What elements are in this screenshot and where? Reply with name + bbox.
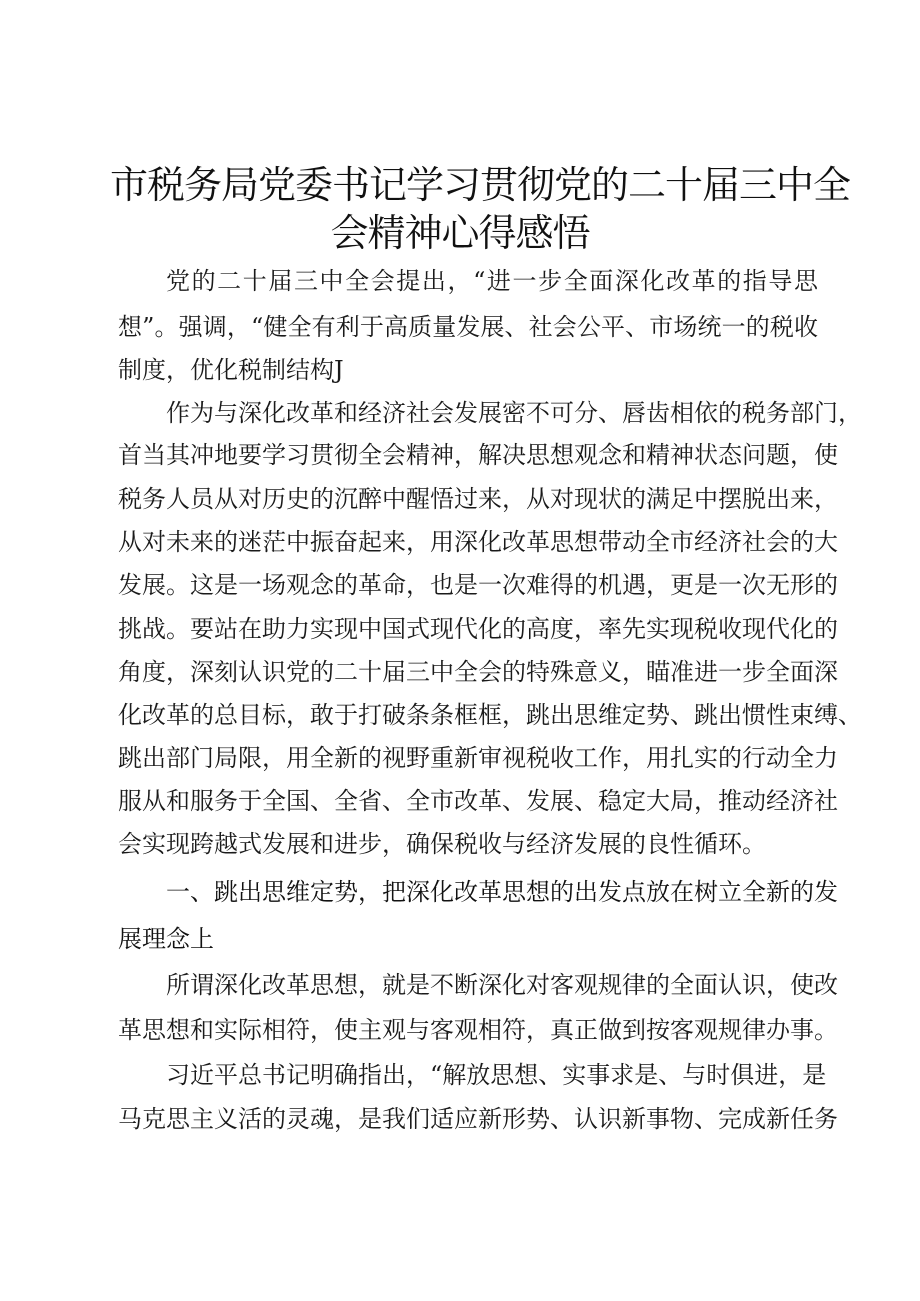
paragraph-1-line-2: 想”。强调，“健全有利于高质量发展、社会公平、市场统一的税收	[118, 313, 818, 341]
paragraph-2-line-5: 发展。这是一场观念的革命，也是一次难得的机遇，更是一次无形的	[118, 571, 838, 599]
paragraph-2-line-1: 作为与深化改革和经济社会发展密不可分、唇齿相依的税务部门，	[166, 399, 862, 427]
section-heading-1-line-1: 一、跳出思维定势，把深化改革思想的出发点放在树立全新的发	[166, 878, 838, 906]
paragraph-2-line-2: 首当其冲地要学习贯彻全会精神，解决思想观念和精神状态问题，使	[118, 441, 838, 469]
paragraph-2-line-3: 税务人员从对历史的沉醉中醒悟过来，从对现状的满足中摆脱出来，	[118, 485, 838, 513]
paragraph-2-line-7: 角度，深刻认识党的二十届三中全会的特殊意义，瞄准进一步全面深	[118, 658, 838, 686]
paragraph-3-line-1: 所谓深化改革思想，就是不断深化对客观规律的全面认识，使改	[166, 971, 838, 999]
paragraph-1-line-1: 党的二十届三中全会提出，“进一步全面深化改革的指导思	[166, 267, 818, 295]
paragraph-2-line-6: 挑战。要站在助力实现中国式现代化的高度，率先实现税收现代化的	[118, 615, 838, 643]
paragraph-4-line-2: 马克思主义活的灵魂，是我们适应新形势、认识新事物、完成新任务	[118, 1105, 838, 1133]
paragraph-2-line-9: 跳出部门局限，用全新的视野重新审视税收工作，用扎实的行动全力	[118, 744, 838, 772]
paragraph-4-line-1: 习近平总书记明确指出，“解放思想、实事求是、与时俱进，是	[166, 1061, 827, 1089]
paragraph-2-line-10: 服从和服务于全国、全省、全市改革、发展、稳定大局，推动经济社	[118, 787, 838, 815]
paragraph-2-line-11: 会实现跨越式发展和进步，确保税收与经济发展的良性循环。	[118, 830, 766, 858]
paragraph-1-line-3: 制度，优化税制结构J	[118, 356, 344, 384]
paragraph-3-line-2: 革思想和实际相符，使主观与客观相符，真正做到按客观规律办事。	[118, 1016, 838, 1044]
document-title-line-2: 会精神心得感悟	[330, 211, 590, 255]
paragraph-2-line-4: 从对未来的迷茫中振奋起来，用深化改革思想带动全市经济社会的大	[118, 528, 838, 556]
paragraph-2-line-8: 化改革的总目标，敢于打破条条框框，跳出思维定势、跳出惯性束缚、	[118, 701, 862, 729]
document-title-line-1: 市税务局党委书记学习贯彻党的二十届三中全	[110, 163, 851, 207]
section-heading-1-line-2: 展理念上	[118, 925, 214, 953]
